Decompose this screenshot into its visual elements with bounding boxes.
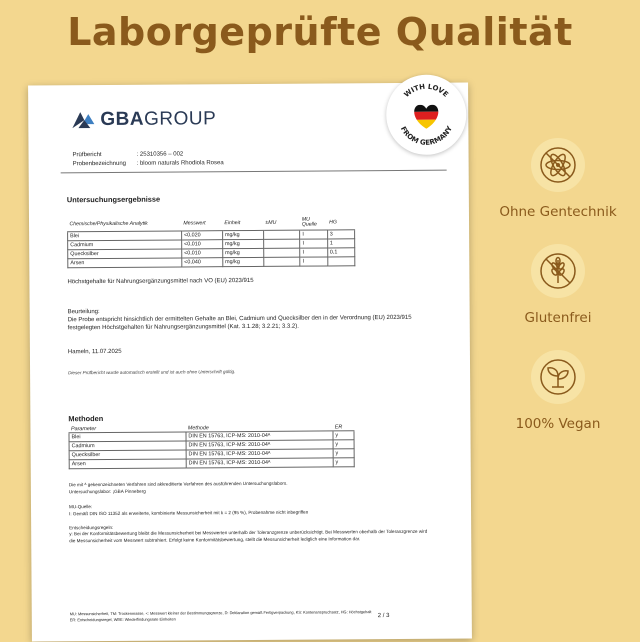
meta-report-number: Prüfbericht : 25310356 – 002 — [72, 151, 184, 159]
table-row: Quecksilber DIN EN 15763, ICP-MS: 2010-04ᴬ y — [69, 449, 354, 460]
document-footer: MU: Messunsicherheit, TM: Trockenmasse, <: Messwert kleiner der Bestimmungsgrenze, D: Deklaration gemäß Fertigverpackung, KS: Kontenanspruchsatz, HG: Höchstgehalt ER: Entscheidungsregel, WBE: Wiederfindungsrate Einheiten — [69, 609, 372, 623]
assessment-label: Beurteilung: — [67, 309, 100, 316]
results-heading: Untersuchungsergebnisse — [66, 194, 161, 205]
gba-logo-mark-icon — [72, 112, 96, 128]
report-meta — [73, 150, 224, 169]
results-header-row: Chemische/Physikalische Analytik Messwert Einheit ±MU MU Quelle HG — [67, 215, 354, 232]
mu-source-block: MU-Quelle: I: Gemäß DIN ISO 11352 als erweiterte, kombinierte Messunsicherheit mit k = 2 (95 %), Probenahme nicht inbegriffen — [68, 504, 309, 517]
table-row: Blei DIN EN 15763, ICP-MS: 2010-04ᴬ y — [69, 431, 354, 442]
wheat-crossed-icon — [536, 249, 580, 293]
methods-table — [68, 423, 354, 469]
sprout-icon — [536, 355, 580, 399]
header-divider — [61, 170, 447, 174]
svg-text:WITH LOVE — [403, 82, 450, 99]
feature-label: Glutenfrei — [524, 310, 592, 326]
seal-top-text: WITH LOVE — [402, 82, 450, 99]
atom-crossed-icon — [536, 143, 580, 187]
place-date: Hameln, 11.07.2025 — [67, 348, 122, 356]
methods-heading: Methoden — [68, 414, 104, 424]
auto-generated-note: Dieser Prüfbericht wurde automatisch erstellt und ist auch ohne Unterschrift gültig. — [68, 369, 236, 376]
made-in-germany-seal — [386, 74, 467, 155]
results-table — [67, 215, 355, 268]
lab-report-document — [28, 82, 472, 641]
feature-gluten-free — [478, 244, 638, 326]
seal-bottom-text: FROM GERMANY — [398, 124, 454, 147]
table-row: Cadmium DIN EN 15763, ICP-MS: 2010-04ᴬ y — [69, 440, 354, 451]
methods-header-row: Parameter Methode ER — [69, 423, 354, 432]
table-row: Arsen DIN EN 15763, ICP-MS: 2010-04ᴬ y — [69, 458, 354, 469]
table-row: Arsen <0,040 mg/kg I — [68, 257, 355, 268]
accreditation-note: Die mit ᴬ gekennzeichneten Verfahren sind akkreditierte Verfahren des ausführenden Untersuchungslabors. Untersuchungslabor: ¡GBA Pinneberg — [68, 480, 288, 495]
max-levels-note: Höchstgehalte für Nahrungsergänzungsmittel nach VO (EU) 2023/915 — [67, 277, 254, 286]
decision-rules-block: Entscheidungsregeln: y: Bei der Konformitätsbewertung bleibt die Messunsicherheit bei Messwerten unterhalb der Toleranzgrenze unberücksichtigt. Bei Messwerten oberhalb der Toleranzgrenze wird die Messunsicherheit vom Messwert subtrahiert. Erfolgt keine Konformitätsbewertung, stellt die Messunsicherheit lediglich eine Information dar. — [69, 524, 428, 544]
feature-label: 100% Vegan — [515, 416, 601, 432]
table-row: Blei <0,020 mg/kg I 3 — [68, 230, 355, 241]
meta-sample-name: Probenbezeichnung : bloom naturals Rhodiola Rosea — [72, 160, 224, 168]
feature-vegan — [478, 350, 638, 432]
page-number: 2 / 3 — [377, 613, 390, 620]
assessment-text: Die Probe entspricht hinsichtlich der ermittelten Gehalte an Blei, Cadmium und Quecksilber den in der Verordnung (EU) 2023/915 festgelegten Höchstgehalten für Nahrungsergänzungsmittel (Kat. 3.1.28; 3.2.21; 3.3.2). — [67, 314, 412, 331]
feature-no-gmo — [478, 138, 638, 220]
german-flag-heart-icon — [410, 103, 442, 130]
page-headline: Laborgeprüfte Qualität — [67, 10, 573, 54]
gba-group-logo: GBAGROUP — [72, 108, 216, 131]
table-row: Quecksilber <0,010 mg/kg I 0,1 — [68, 248, 355, 259]
table-row: Cadmium <0,010 mg/kg I 1 — [68, 239, 355, 250]
feature-label: Ohne Gentechnik — [499, 204, 617, 220]
